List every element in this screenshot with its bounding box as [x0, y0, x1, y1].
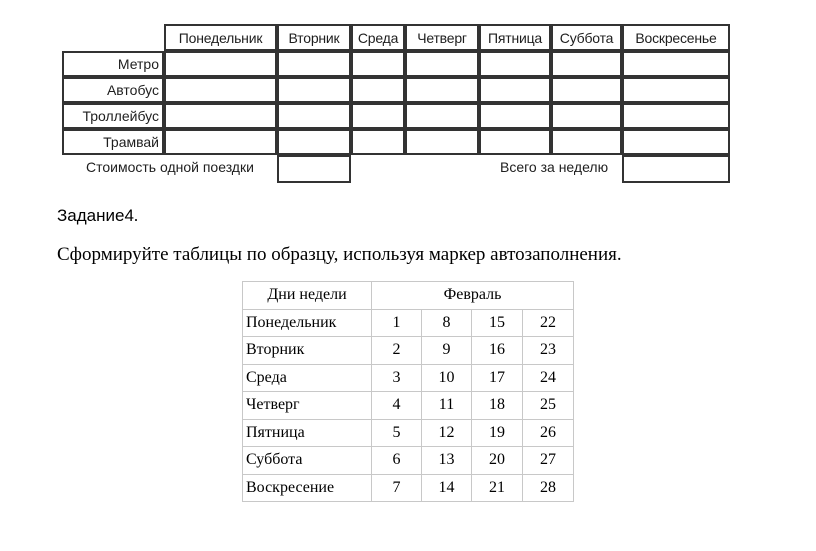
header-sunday: Воскресенье	[622, 24, 730, 51]
february-table	[242, 281, 574, 502]
table-row	[243, 364, 574, 392]
empty-cell	[351, 77, 405, 103]
empty-cell	[405, 103, 479, 129]
date-cell: 22	[523, 309, 574, 337]
empty-cell	[479, 51, 551, 77]
task-title	[57, 206, 138, 226]
cost-cell	[277, 155, 351, 183]
date-cell: 26	[523, 419, 574, 447]
table-row	[243, 392, 574, 420]
empty-cell	[164, 51, 277, 77]
date-cell: 24	[523, 364, 574, 392]
empty-cell	[164, 103, 277, 129]
day-cell: Понедельник	[243, 309, 372, 337]
empty-cell	[277, 51, 351, 77]
empty-cell	[622, 51, 730, 77]
header-thursday: Четверг	[405, 24, 479, 51]
empty-cell	[551, 129, 622, 155]
date-cell: 12	[422, 419, 472, 447]
date-cell: 1	[372, 309, 422, 337]
date-cell: 13	[422, 447, 472, 475]
header-saturday: Суббота	[551, 24, 622, 51]
table-row	[243, 447, 574, 475]
day-cell: Четверг	[243, 392, 372, 420]
header-tuesday: Вторник	[277, 24, 351, 51]
total-label: Всего за неделю	[500, 159, 609, 175]
date-cell: 11	[422, 392, 472, 420]
empty-cell	[479, 77, 551, 103]
date-cell: 10	[422, 364, 472, 392]
date-cell: 2	[372, 337, 422, 365]
task-title-word: Задание	[57, 206, 125, 225]
date-cell: 6	[372, 447, 422, 475]
date-cell: 7	[372, 474, 422, 502]
cost-label: Стоимость одной поездки	[86, 159, 254, 175]
date-cell: 8	[422, 309, 472, 337]
table-row	[243, 309, 574, 337]
empty-cell	[551, 51, 622, 77]
date-cell: 23	[523, 337, 574, 365]
empty-cell	[551, 77, 622, 103]
empty-cell	[351, 129, 405, 155]
date-cell: 28	[523, 474, 574, 502]
empty-cell	[351, 51, 405, 77]
task-title-number: 4	[124, 206, 134, 225]
header-wednesday: Среда	[351, 24, 405, 51]
date-cell: 3	[372, 364, 422, 392]
date-cell: 15	[472, 309, 523, 337]
empty-cell	[551, 103, 622, 129]
day-cell: Вторник	[243, 337, 372, 365]
date-cell: 9	[422, 337, 472, 365]
empty-cell	[277, 103, 351, 129]
header-february: Февраль	[372, 282, 574, 310]
day-cell: Суббота	[243, 447, 372, 475]
empty-cell	[479, 129, 551, 155]
empty-cell	[622, 129, 730, 155]
day-cell: Пятница	[243, 419, 372, 447]
day-cell: Среда	[243, 364, 372, 392]
empty-cell	[277, 77, 351, 103]
date-cell: 20	[472, 447, 523, 475]
row-label-metro: Метро	[62, 51, 164, 77]
empty-cell	[405, 129, 479, 155]
date-cell: 17	[472, 364, 523, 392]
table-row	[243, 337, 574, 365]
empty-cell	[622, 77, 730, 103]
date-cell: 18	[472, 392, 523, 420]
date-cell: 19	[472, 419, 523, 447]
header-friday: Пятница	[479, 24, 551, 51]
empty-cell	[479, 103, 551, 129]
total-cell	[622, 155, 730, 183]
row-label-bus: Автобус	[62, 77, 164, 103]
date-cell: 16	[472, 337, 523, 365]
empty-cell	[405, 77, 479, 103]
row-label-tram: Трамвай	[62, 129, 164, 155]
header-days-of-week: Дни недели	[243, 282, 372, 310]
table-row	[243, 419, 574, 447]
date-cell: 4	[372, 392, 422, 420]
empty-cell	[405, 51, 479, 77]
empty-cell	[277, 129, 351, 155]
task-title-dot: .	[133, 206, 139, 225]
task-instructions: Сформируйте таблицы по образцу, используя маркер автозаполнения.	[57, 244, 622, 265]
empty-cell	[164, 77, 277, 103]
table-row	[243, 474, 574, 502]
header-monday: Понедельник	[164, 24, 277, 51]
table-header-row	[243, 282, 574, 310]
row-label-trolleybus: Троллейбус	[62, 103, 164, 129]
date-cell: 21	[472, 474, 523, 502]
empty-cell	[351, 103, 405, 129]
date-cell: 14	[422, 474, 472, 502]
empty-cell	[164, 129, 277, 155]
day-cell: Воскресение	[243, 474, 372, 502]
date-cell: 25	[523, 392, 574, 420]
date-cell: 5	[372, 419, 422, 447]
transport-table	[62, 24, 730, 184]
empty-cell	[622, 103, 730, 129]
date-cell: 27	[523, 447, 574, 475]
